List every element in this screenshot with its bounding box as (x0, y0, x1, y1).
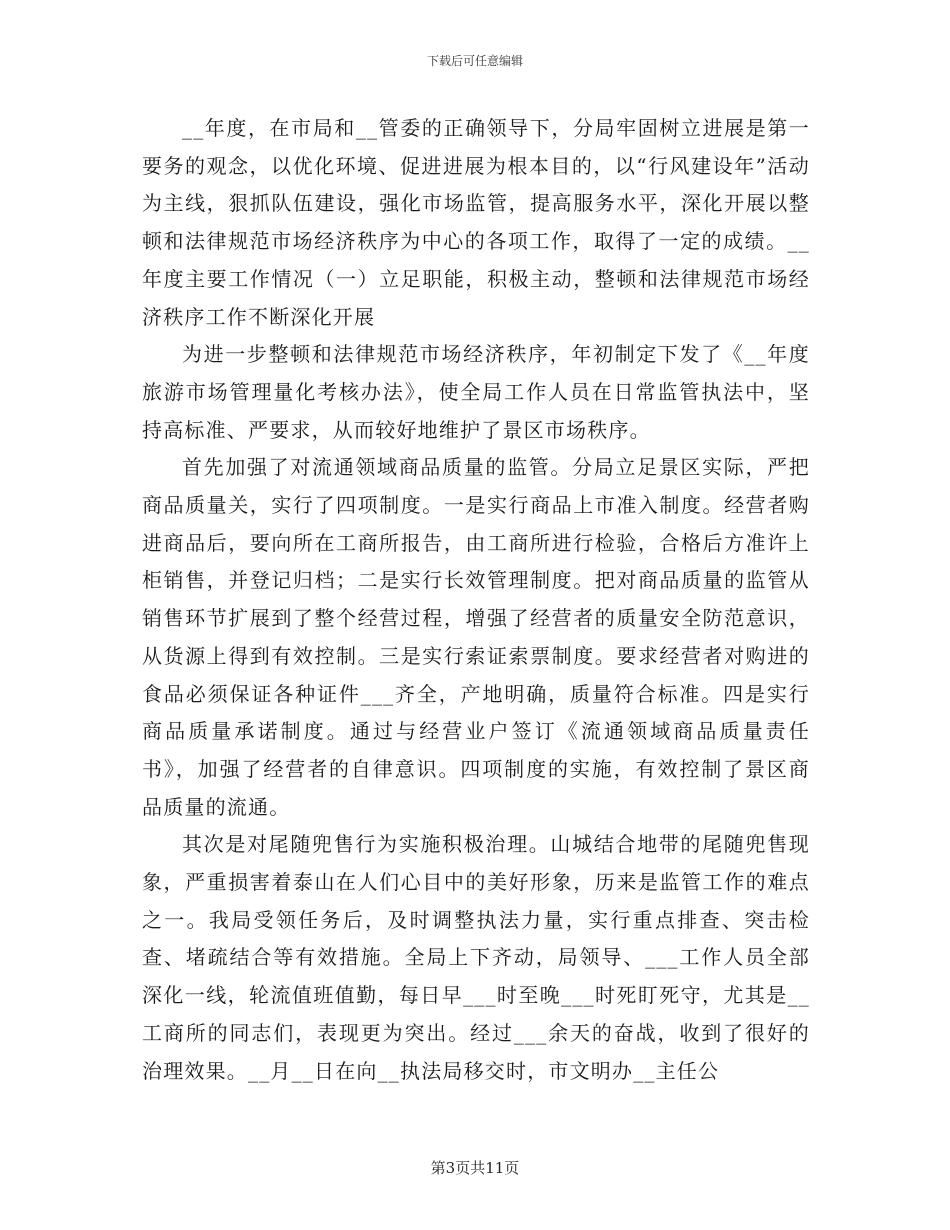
paragraph-4: 其次是对尾随兜售行为实施积极治理。山城结合地带的尾随兜售现象，严重损害着泰山在人们心目中的美好形象，历来是监管工作的难点之一。我局受领任务后，及时调整执法力量，实行重点排查、突击检查、堵疏结合等有效措施。全局上下齐动，局领导、___工作人员全部深化一线，轮流值班值勤，每日早___时至晚___时死盯死守，尤其是__工商所的同志们，表现更为突出。经过___余天的奋战，收到了很好的治理效果。__月__日在向__执法局移交时，市文明办__主任公 (142, 832, 810, 1083)
paragraph-2: 为进一步整顿和法律规范市场经济秩序，年初制定下发了《__年度旅游市场管理量化考核办法》，使全局工作人员在日常监管执法中，坚持高标准、严要求，从而较好地维护了景区市场秩序。 (142, 342, 810, 442)
document-body (142, 110, 810, 1090)
paragraph-3: 首先加强了对流通领域商品质量的监管。分局立足景区实际，严把商品质量关，实行了四项制度。一是实行商品上市准入制度。经营者购进商品后，要向所在工商所报告，由工商所进行检验，合格后方准许上柜销售，并登记归档；二是实行长效管理制度。把对商品质量的监管从销售环节扩展到了整个经营过程，增强了经营者的质量安全防范意识，从货源上得到有效控制。三是实行索证索票制度。要求经营者对购进的食品必须保证各种证件___齐全，产地明确，质量符合标准。四是实行商品质量承诺制度。通过与经营业户签订《流通领域商品质量责任书》，加强了经营者的自律意识。四项制度的实施，有效控制了景区商品质量的流通。 (142, 455, 810, 819)
paragraph-1: __年度，在市局和__管委的正确领导下，分局牢固树立进展是第一要务的观念，以优化环境、促进进展为根本目的，以“行风建设年”活动为主线，狠抓队伍建设，强化市场监管，提高服务水平，深化开展以整顿和法律规范市场经济秩序为中心的各项工作，取得了一定的成绩。__年度主要工作情况（一）立足职能，积极主动，整顿和法律规范市场经济秩序工作不断深化开展 (142, 116, 810, 329)
page-header-note: 下载后可任意编辑 (426, 54, 523, 68)
page-footer-number: 第3页共11页 (430, 1159, 520, 1177)
